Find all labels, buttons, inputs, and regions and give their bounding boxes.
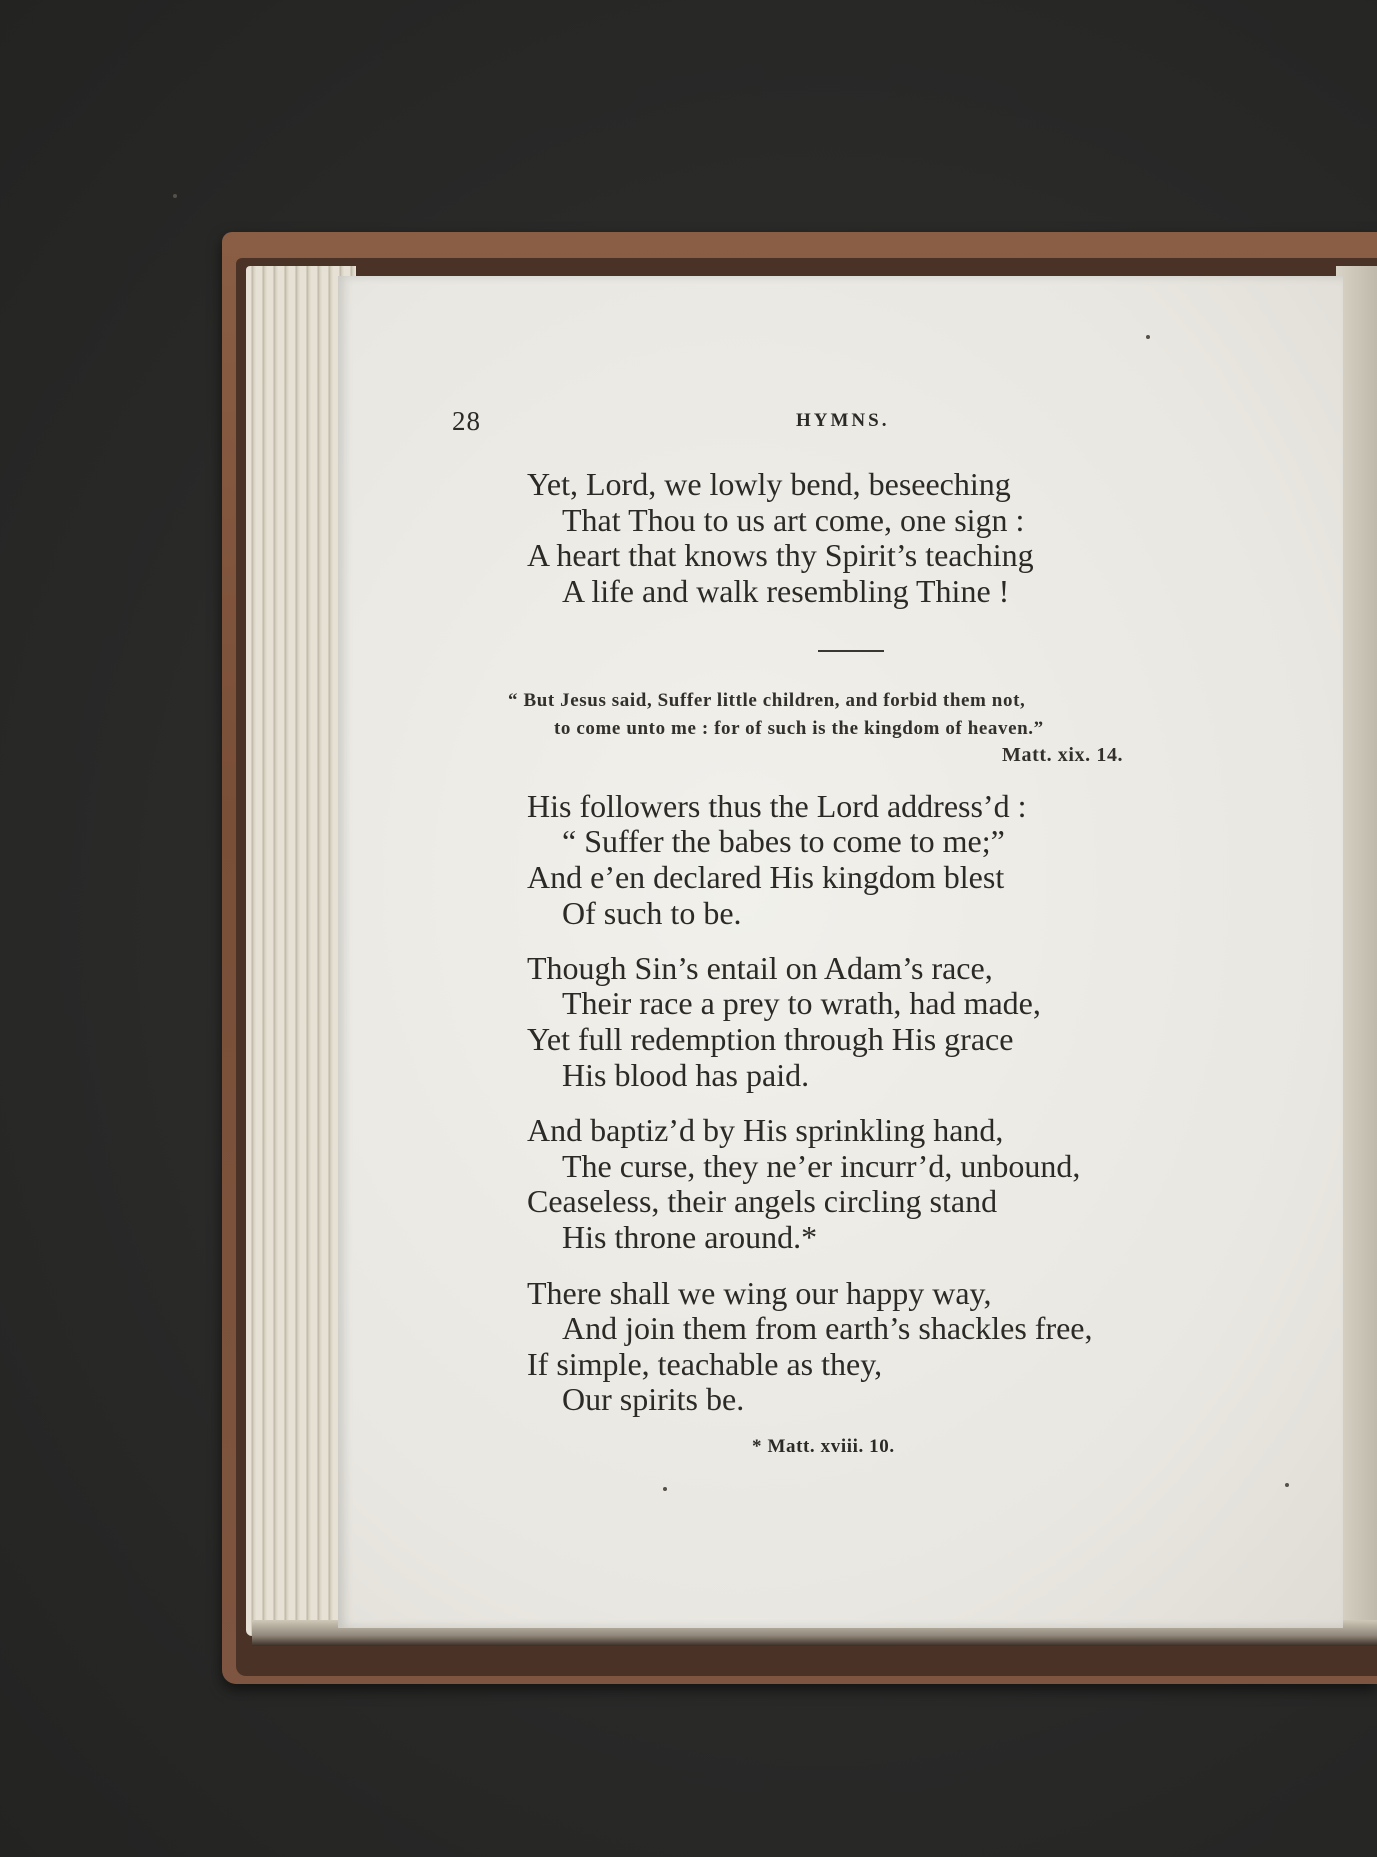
hymn-line: A heart that knows thy Spirit’s teaching <box>527 537 1034 573</box>
running-head: HYMNS. <box>796 410 890 431</box>
epigraph-line: “ But Jesus said, Suffer little children, and forbid them not, <box>508 690 1026 711</box>
hymn-line: His followers thus the Lord address’d : <box>527 788 1027 824</box>
ink-speck <box>663 1487 667 1491</box>
hymn-line: And e’en declared His kingdom blest <box>527 859 1005 895</box>
hymn-line: Ceaseless, their angels circling stand <box>527 1183 998 1219</box>
dust-speck <box>1146 335 1150 339</box>
hymn-line: The curse, they ne’er incurr’d, unbound, <box>562 1148 1081 1184</box>
hymn-line: Though Sin’s entail on Adam’s race, <box>527 950 993 986</box>
hymn-line: Of such to be. <box>562 895 742 931</box>
hymn-line: Yet, Lord, we lowly bend, beseeching <box>527 466 1011 502</box>
footnote: * Matt. xviii. 10. <box>752 1436 895 1457</box>
hymn-line: Our spirits be. <box>562 1381 745 1417</box>
hymn-line: If simple, teachable as they, <box>527 1346 883 1382</box>
hymn-line: Their race a prey to wrath, had made, <box>562 985 1041 1021</box>
section-divider-rule <box>818 650 884 652</box>
page-number: 28 <box>452 406 481 436</box>
ink-speck <box>1285 1483 1289 1487</box>
hymn-line: And join them from earth’s shackles free, <box>562 1310 1093 1346</box>
hymn-line: His blood has paid. <box>562 1057 810 1093</box>
hymn-line: And baptiz’d by His sprinkling hand, <box>527 1112 1004 1148</box>
hymn-line: His throne around.* <box>562 1219 818 1255</box>
hymn-line: Yet full redemption through His grace <box>527 1021 1014 1057</box>
hymn-line: “ Suffer the babes to come to me;” <box>562 823 1005 859</box>
dust-speck <box>173 194 177 198</box>
hymn-line: A life and walk resembling Thine ! <box>562 573 1010 609</box>
hymn-line: That Thou to us art come, one sign : <box>562 502 1025 538</box>
epigraph-line: to come unto me : for of such is the kingdom of heaven.” <box>554 718 1044 739</box>
hymn-line: There shall we wing our happy way, <box>527 1275 992 1311</box>
epigraph-citation: Matt. xix. 14. <box>1002 744 1124 766</box>
